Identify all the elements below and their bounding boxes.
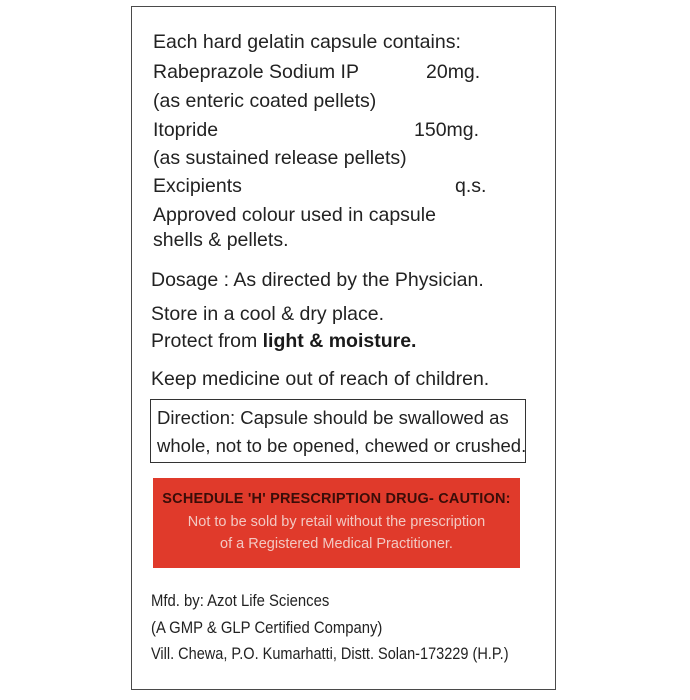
approved-colour-line2: shells & pellets. xyxy=(153,229,289,251)
ingredient-amount-itopride: 150mg. xyxy=(414,119,480,141)
ingredient-note-sustained: (as sustained release pellets) xyxy=(153,147,407,169)
caution-title: SCHEDULE 'H' PRESCRIPTION DRUG- CAUTION: xyxy=(162,491,511,507)
dosage-text: Dosage : As directed by the Physician. xyxy=(151,269,484,291)
approved-colour-line1: Approved colour used in capsule xyxy=(153,204,436,226)
storage-line2-emphasis: light & moisture. xyxy=(262,330,417,352)
storage-line2-prefix: Protect from xyxy=(151,330,263,352)
direction-line2: whole, not to be opened, chewed or crushed. xyxy=(157,435,527,456)
composition-heading: Each hard gelatin capsule contains: xyxy=(153,31,461,53)
schedule-h-caution-box xyxy=(153,478,520,568)
caution-line1: Not to be sold by retail without the prescription xyxy=(187,514,486,530)
ingredient-name-excipients: Excipients xyxy=(153,175,242,197)
storage-line2 xyxy=(151,332,416,352)
caution-line2: of a Registered Medical Practitioner. xyxy=(220,536,453,552)
ingredient-name-rabeprazole: Rabeprazole Sodium IP xyxy=(153,61,359,83)
ingredient-amount-excipients: q.s. xyxy=(455,175,487,197)
direction-box xyxy=(150,399,526,463)
manufacturer-address: Vill. Chewa, P.O. Kumarhatti, Distt. Solan-173229 (H.P.) xyxy=(151,645,509,663)
storage-line1: Store in a cool & dry place. xyxy=(151,303,385,325)
ingredient-name-itopride: Itopride xyxy=(153,119,219,141)
keep-away-warning: Keep medicine out of reach of children. xyxy=(151,368,490,390)
ingredient-note-enteric: (as enteric coated pellets) xyxy=(153,90,377,112)
manufacturer-certification: (A GMP & GLP Certified Company) xyxy=(151,619,383,637)
manufacturer-name: Mfd. by: Azot Life Sciences xyxy=(151,592,330,610)
direction-line1: Direction: Capsule should be swallowed as xyxy=(157,407,509,428)
ingredient-amount-rabeprazole: 20mg. xyxy=(426,61,481,83)
